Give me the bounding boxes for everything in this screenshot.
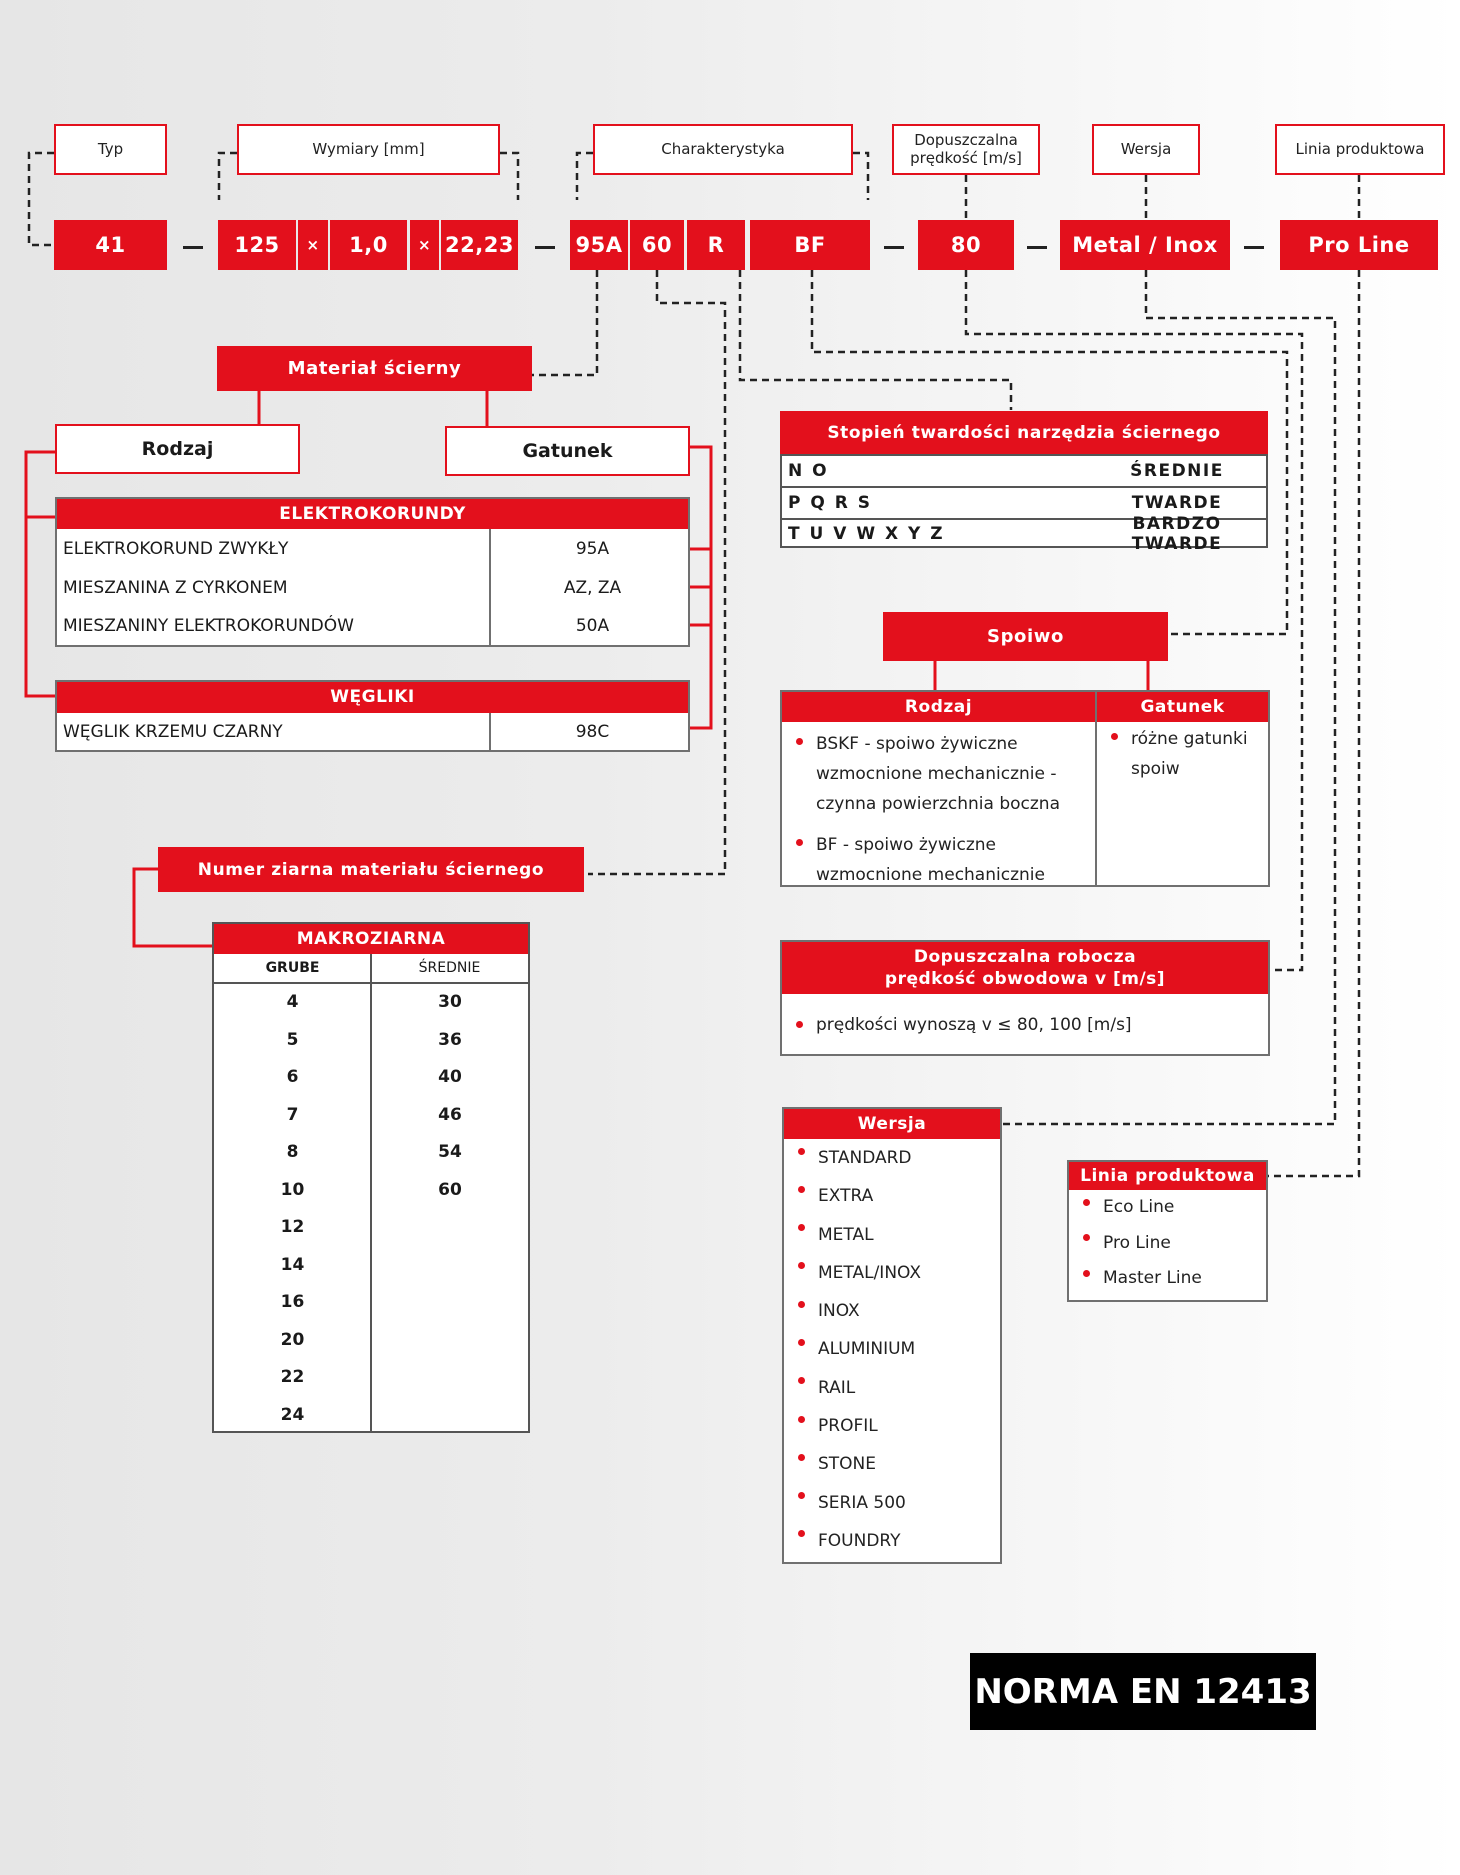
material-title: Materiał ścierny — [217, 346, 532, 391]
predkosc-title — [782, 942, 1268, 994]
grit-value: 12 — [280, 1217, 305, 1237]
grit-value: 30 — [438, 992, 462, 1012]
separator-dash — [183, 246, 203, 249]
spoiwo-rodzaj-title: Rodzaj — [782, 692, 1095, 722]
norma-badge: NORMA EN 12413 — [970, 1653, 1316, 1730]
code-diameter: 125 — [218, 220, 296, 270]
grit-value: 24 — [280, 1404, 305, 1425]
grit-value: 22 — [280, 1367, 305, 1387]
grit-value: 10 — [280, 1179, 305, 1200]
label-linia-produktowa: Linia produktowa — [1275, 124, 1445, 175]
spoiwo-gatunek-list — [1097, 724, 1265, 784]
grit-value: 54 — [438, 1142, 462, 1162]
list-item: STONE — [784, 1445, 1000, 1483]
list-item: prędkości wynoszą v ≤ 80, 100 [m/s] — [782, 1012, 1268, 1038]
grit-value: 6 — [286, 1067, 299, 1087]
code-spoiwo: BF — [750, 220, 870, 270]
spoiwo-gatunek-header — [1097, 692, 1268, 722]
table-row — [57, 607, 688, 645]
list-item: STANDARD — [784, 1139, 1000, 1177]
makroziarna-table — [212, 922, 530, 1433]
code-predkosc: 80 — [918, 220, 1014, 270]
row-name: MIESZANINY ELEKTROKORUNDÓW — [63, 616, 354, 636]
elektrokorundy-table — [55, 497, 690, 647]
material-rodzaj: Rodzaj — [55, 424, 300, 474]
row-code: 98C — [575, 721, 610, 742]
twardosc-title: Stopień twardości narzędzia ściernego — [780, 411, 1268, 454]
grit-value: 40 — [438, 1067, 462, 1087]
col-srednie: ŚREDNIE — [418, 960, 481, 976]
grit-value: 46 — [438, 1104, 462, 1125]
table-row — [57, 529, 688, 568]
wersja-panel — [782, 1107, 1002, 1564]
code-linia: Pro Line — [1280, 220, 1438, 270]
col-grube: GRUBE — [265, 960, 320, 976]
hardness-label: ŚREDNIE — [1130, 461, 1224, 481]
table-row — [782, 514, 1266, 554]
spoiwo-table — [780, 690, 1270, 887]
wegliki-title: WĘGLIKI — [57, 682, 688, 713]
code-material: 95A — [570, 220, 628, 270]
linia-panel — [1067, 1160, 1268, 1302]
code-times-1: × — [298, 220, 328, 270]
separator-dash — [1027, 246, 1047, 249]
code-bore: 22,23 — [441, 220, 518, 270]
label-wymiary: Wymiary [mm] — [237, 124, 500, 175]
list-item: BF - spoiwo żywiczne wzmocnione mechanicznie — [782, 830, 1092, 890]
row-name: MIESZANINA Z CYRKONEM — [63, 577, 288, 598]
wersja-list — [784, 1139, 1000, 1560]
row-code: 95A — [575, 538, 610, 559]
spoiwo-title: Spoiwo — [883, 612, 1168, 661]
material-gatunek: Gatunek — [445, 426, 690, 476]
hardness-letters: T U V W X Y Z — [788, 524, 945, 544]
separator-dash — [884, 246, 904, 249]
grit-value: 5 — [286, 1029, 299, 1050]
code-twardosc: R — [687, 220, 745, 270]
table-row — [57, 568, 688, 607]
list-item: EXTRA — [784, 1177, 1000, 1215]
list-item: BSKF - spoiwo żywiczne wzmocnione mechanicznie - czynna powierzchnia boczna — [782, 729, 1092, 819]
separator-dash — [535, 246, 555, 249]
hardness-label: BARDZO TWARDE — [1131, 514, 1223, 554]
list-item: RAIL — [784, 1369, 1000, 1407]
list-item: Pro Line — [1069, 1226, 1266, 1262]
row-name: WĘGLIK KRZEMU CZARNY — [63, 721, 283, 742]
linia-title: Linia produktowa — [1069, 1162, 1266, 1190]
predkosc-title-line1: Dopuszczalna robocza — [913, 947, 1137, 967]
list-item: różne gatunki spoiw — [1097, 724, 1265, 784]
code-wersja: Metal / Inox — [1060, 220, 1230, 270]
spoiwo-rodzaj-header — [782, 692, 1095, 722]
makroziarna-title: MAKROZIARNA — [214, 924, 528, 954]
grit-value: 7 — [286, 1104, 299, 1125]
list-item: SERIA 500 — [784, 1484, 1000, 1522]
list-item: Master Line — [1069, 1261, 1266, 1297]
row-code: AZ, ZA — [563, 577, 622, 598]
row-name: ELEKTROKORUND ZWYKŁY — [63, 538, 289, 559]
list-item: METAL — [784, 1216, 1000, 1254]
label-charakterystyka: Charakterystyka — [593, 124, 853, 175]
grit-value: 60 — [438, 1179, 462, 1200]
predkosc-panel — [780, 940, 1270, 1056]
grube-column — [214, 992, 371, 1442]
grit-value: 8 — [286, 1142, 299, 1162]
wersja-title: Wersja — [784, 1109, 1000, 1139]
twardosc-table — [780, 454, 1268, 554]
srednie-column — [372, 992, 528, 1217]
hardness-letters: P Q R S — [788, 493, 873, 513]
spoiwo-rodzaj-list — [782, 729, 1092, 890]
table-row — [57, 713, 688, 750]
ziarno-title: Numer ziarna materiału ściernego — [158, 847, 584, 892]
code-thickness: 1,0 — [330, 220, 407, 270]
table-row — [782, 456, 1266, 488]
grit-value: 20 — [280, 1329, 305, 1350]
label-wersja: Wersja — [1092, 124, 1200, 175]
predkosc-title-line2: prędkość obwodowa v [m/s] — [884, 969, 1166, 989]
separator-dash — [1244, 246, 1264, 249]
grit-value: 14 — [280, 1254, 305, 1275]
list-item: Eco Line — [1069, 1190, 1266, 1226]
list-item: INOX — [784, 1292, 1000, 1330]
hardness-label: TWARDE — [1131, 493, 1223, 513]
label-typ: Typ — [54, 124, 167, 175]
code-times-2: × — [410, 220, 439, 270]
grit-value: 16 — [280, 1292, 305, 1312]
code-typ: 41 — [54, 220, 167, 270]
grit-value: 4 — [286, 992, 299, 1012]
elektrokorundy-title: ELEKTROKORUNDY — [57, 499, 688, 529]
list-item: ALUMINIUM — [784, 1330, 1000, 1368]
predkosc-list — [782, 1012, 1268, 1038]
column-divider — [489, 713, 491, 750]
linia-list — [1069, 1190, 1266, 1297]
column-divider — [489, 529, 491, 645]
label-predkosc: Dopuszczalna prędkość [m/s] — [892, 124, 1040, 175]
code-ziarno: 60 — [630, 220, 684, 270]
list-item: PROFIL — [784, 1407, 1000, 1445]
list-item: FOUNDRY — [784, 1522, 1000, 1560]
row-code: 50A — [575, 616, 610, 636]
grit-value: 36 — [438, 1029, 462, 1050]
list-item: METAL/INOX — [784, 1254, 1000, 1292]
wegliki-table — [55, 680, 690, 752]
spoiwo-gatunek-title: Gatunek — [1097, 692, 1268, 722]
hardness-letters: N O — [788, 461, 829, 481]
